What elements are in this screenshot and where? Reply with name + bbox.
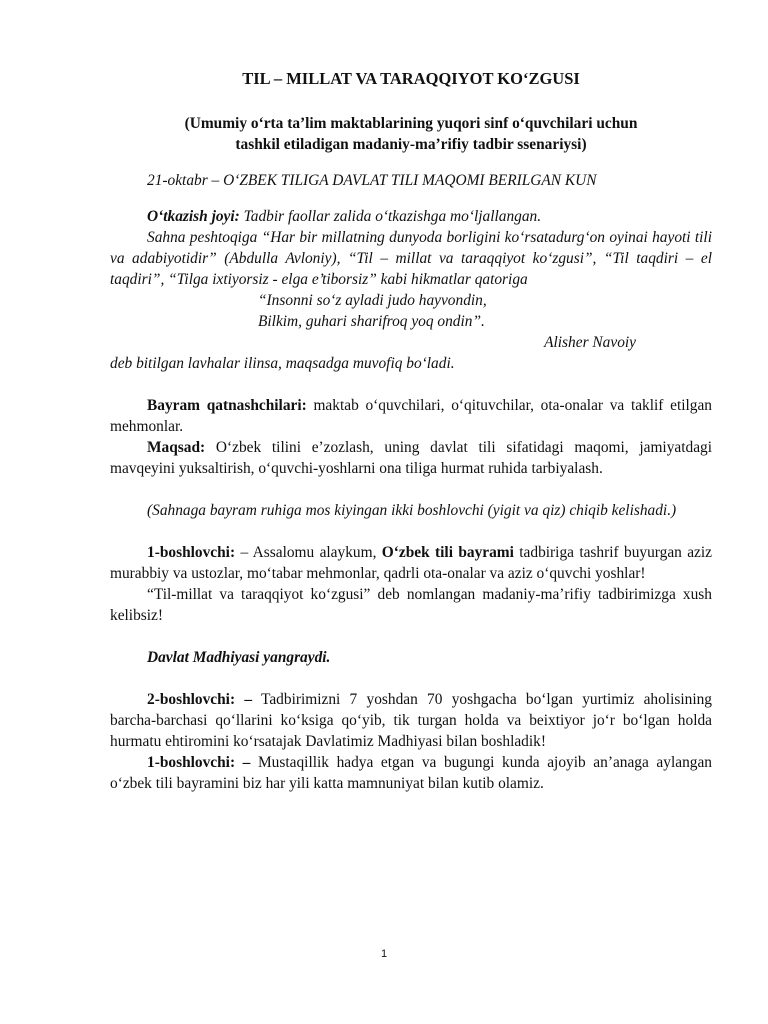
spacer <box>110 626 712 647</box>
document-subtitle <box>110 113 712 155</box>
participants-paragraph <box>110 395 712 437</box>
host1-label: 1-boshlovchi: <box>147 544 236 561</box>
host1b-label: 1-boshlovchi: – <box>147 754 251 771</box>
host1-welcome-paragraph: “Til-millat va taraqqiyot ko‘zgusi” deb nomlangan madaniy-ma’rifiy tadbirimizga xush kelibsiz! <box>110 586 712 624</box>
venue-text: Tadbir faollar zalida o‘tkazishga mo‘ljallangan. <box>239 208 542 225</box>
host1-text-b: tadbiriga tashrif buyurgan aziz murabbiy va ustozlar, mo‘tabar mehmonlar, qadrli ota-onalar va aziz o‘quvchi yoshlar! <box>110 544 712 582</box>
stage-paragraph: Sahna peshtoqiga “Har bir millatning dunyoda borligini ko‘rsatadurg‘on oyinai hayoti tili va adabiyotidir” (Abdulla Avloniy), “Til – millat va taraqqiyot ko‘zgusi”, “Til taqdiri – el taqdiri”, “Tilga ixtiyorsiz - elga e’tiborsiz” kabi hikmatlar qatoriga <box>110 229 712 288</box>
spacer <box>110 374 712 395</box>
poem-after-paragraph: deb bitilgan lavhalar ilinsa, maqsadga muvofiq bo‘ladi. <box>110 355 455 372</box>
subtitle-line-2: tashkil etiladigan madaniy-ma’rifiy tadbir ssenariysi) <box>235 136 587 153</box>
spacer <box>110 521 712 542</box>
poem-author: Alisher Navoiy <box>544 334 636 351</box>
dateline: 21-oktabr – O‘ZBEK TILIGA DAVLAT TILI MAQOMI BERILGAN KUN <box>147 172 597 189</box>
participants-text: maktab o‘quvchilari, o‘qituvchilar, ota-onalar va taklif etilgan mehmonlar. <box>110 397 713 435</box>
goal-paragraph <box>110 437 712 479</box>
venue-paragraph <box>110 206 712 227</box>
host2-paragraph <box>110 689 712 752</box>
anthem-direction-text: Davlat Madhiyasi yangraydi. <box>147 649 331 666</box>
host1b-paragraph <box>110 752 712 794</box>
host1b-text: Mustaqillik hadya etgan va bugungi kunda ajoyib an’anaga aylangan o‘zbek tili bayramini biz har yili katta mamnuniyat bilan kutib olamiz. <box>110 754 712 792</box>
host2-label: 2-boshlovchi: – <box>147 691 253 708</box>
host1-bold-text: O‘zbek tili bayrami <box>381 544 514 561</box>
poem-line-1: “Insonni so‘z ayladi judo hayvondin, <box>258 292 487 309</box>
spacer <box>110 479 712 500</box>
participants-label: Bayram qatnashchilari: <box>147 397 307 414</box>
host1-text-a: – Assalomu alaykum, <box>235 544 382 561</box>
subtitle-line-1: (Umumiy o‘rta ta’lim maktablarining yuqori sinf o‘quvchilari uchun <box>184 115 638 132</box>
host2-text: Tadbirimizni 7 yoshdan 70 yoshgacha bo‘lgan yurtimiz aholisining barcha-barchasi qo‘llarini ko‘ksiga qo‘yib, tik turgan holda va beixtiyor jo‘r bo‘lgan holda hurmatu ehtiromini ko‘rsatajak Davlatimiz Madhiyasi bilan boshladik! <box>110 691 712 750</box>
document-title: TIL – MILLAT VA TARAQQIYOT KO‘ZGUSI <box>242 69 580 88</box>
poem-line-2: Bilkim, guhari sharifroq yoq ondin”. <box>258 313 485 330</box>
document-page <box>110 68 712 794</box>
host1-paragraph <box>110 542 712 584</box>
anthem-direction <box>110 647 712 668</box>
goal-text: O‘zbek tilini e’zozlash, uning davlat tili sifatidagi maqomi, jamiyatdagi mavqeyini yuksaltirish, o‘quvchi-yoshlarni ona tiliga hurmat ruhida tarbiyalash. <box>110 439 712 477</box>
page-number: 1 <box>380 948 388 960</box>
venue-label: O‘tkazish joyi: <box>147 208 240 225</box>
goal-label: Maqsad: <box>147 439 206 456</box>
stage-direction-paragraph: (Sahnaga bayram ruhiga mos kiyingan ikki boshlovchi (yigit va qiz) chiqib kelishadi.) <box>147 502 677 519</box>
spacer <box>110 668 712 689</box>
